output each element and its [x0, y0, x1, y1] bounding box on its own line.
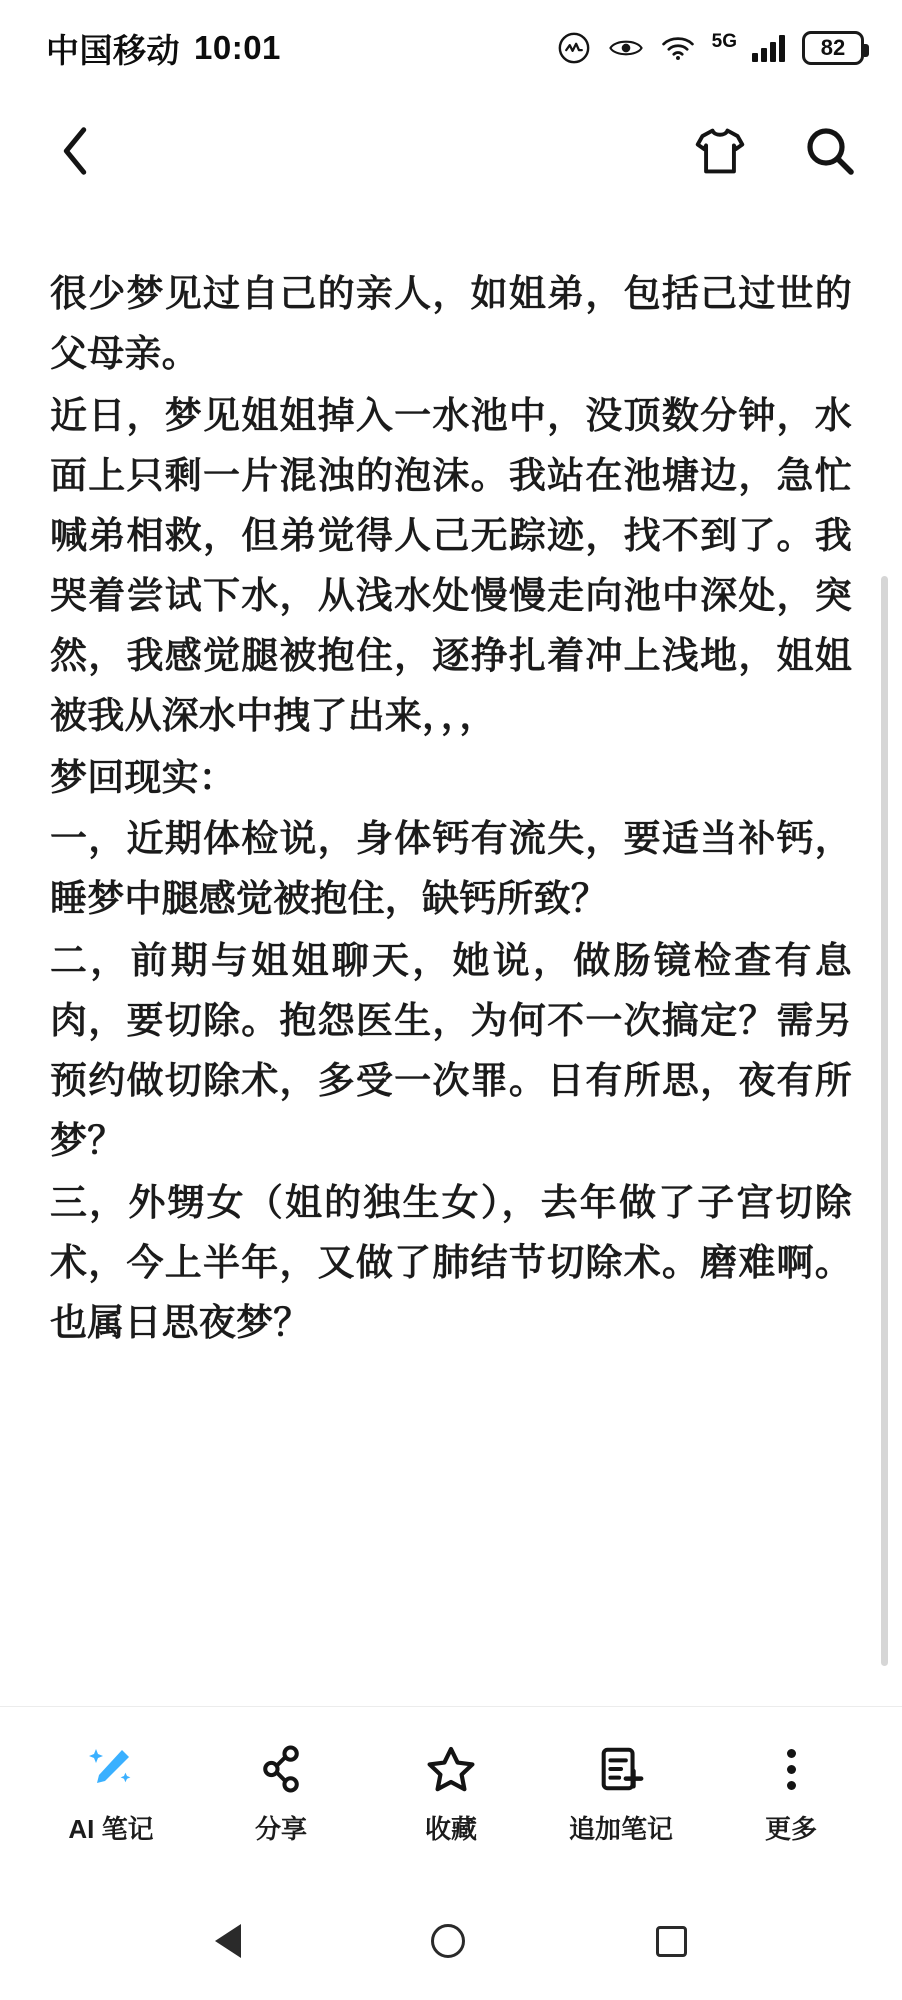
status-bar [0, 0, 902, 96]
bottom-toolbar [0, 1706, 902, 1882]
article-paragraph: 近日，梦见姐姐掉入一水池中，没顶数分钟，水面上只剩一片混浊的泡沫。我站在池塘边，急忙喊弟相救，但弟觉得人己无踪迹，找不到了。我哭着尝试下水，从浅水处慢慢走向池中深处，突然，我感觉腿被抱住，逐挣扎着冲上浅地，姐姐被我从深水中拽了出来，，， [50, 394, 852, 736]
toolbar-item-add-note[interactable] [546, 1743, 696, 1846]
toolbar-label: AI 笔记 [68, 1814, 154, 1844]
eye-care-icon [608, 34, 644, 62]
wifi-icon [661, 34, 695, 62]
back-chevron-icon[interactable] [56, 124, 96, 178]
nav-recents-icon[interactable] [656, 1926, 687, 1957]
toolbar-label: 追加笔记 [568, 1814, 673, 1844]
shirt-icon[interactable] [692, 125, 748, 177]
star-icon [425, 1743, 477, 1795]
toolbar-label: 收藏 [424, 1814, 477, 1844]
mute-vibrate-icon [557, 31, 591, 65]
share-icon [257, 1743, 305, 1795]
battery-percent-label: 82 [820, 35, 846, 60]
toolbar-item-more[interactable] [716, 1743, 866, 1846]
toolbar-item-share[interactable] [206, 1743, 356, 1846]
article-paragraph: 一，近期体检说，身体钙有流失，要适当补钙，睡梦中腿感觉被抱住，缺钙所致？ [50, 818, 852, 920]
signal-bars-icon [752, 34, 785, 62]
article-body [50, 264, 852, 1353]
toolbar-label: 更多 [764, 1814, 817, 1844]
article-paragraph: 很少梦见过自己的亲人，如姐弟，包括己过世的父母亲。 [50, 273, 852, 374]
system-nav-bar [0, 1882, 902, 2000]
nav-back-icon[interactable] [215, 1924, 241, 1958]
clock-label: 10:01 [194, 29, 281, 66]
status-bar-right [557, 31, 864, 65]
toolbar-item-ai-note[interactable] [36, 1743, 186, 1846]
article-paragraph: 三，外甥女（姐的独生女），去年做了子宫切除术，今上半年，又做了肺结节切除术。磨难啊。也属日思夜梦？ [50, 1182, 852, 1343]
battery-icon [802, 31, 864, 65]
article-paragraph: 梦回现实： [50, 756, 236, 798]
network-type-label: 5G [711, 31, 737, 52]
app-top-bar [0, 96, 902, 206]
add-note-icon [597, 1743, 645, 1795]
carrier-label: 中国移动 [46, 31, 180, 69]
toolbar-item-favorite[interactable] [376, 1743, 526, 1846]
search-icon[interactable] [804, 125, 856, 177]
vertical-scrollbar[interactable] [881, 576, 888, 1666]
article-content[interactable] [0, 206, 902, 1706]
nav-home-icon[interactable] [431, 1924, 465, 1958]
top-bar-actions [692, 125, 856, 177]
article-paragraph: 二，前期与姐姐聊天，她说，做肠镜检查有息肉，要切除。抱怨医生，为何不一次搞定？需另预约做切除术，多受一次罪。日有所思，夜有所梦？ [50, 940, 852, 1162]
more-dots-icon [787, 1743, 796, 1795]
status-bar-left [46, 25, 281, 72]
toolbar-label: 分享 [254, 1814, 307, 1844]
ai-pen-icon [85, 1743, 137, 1795]
